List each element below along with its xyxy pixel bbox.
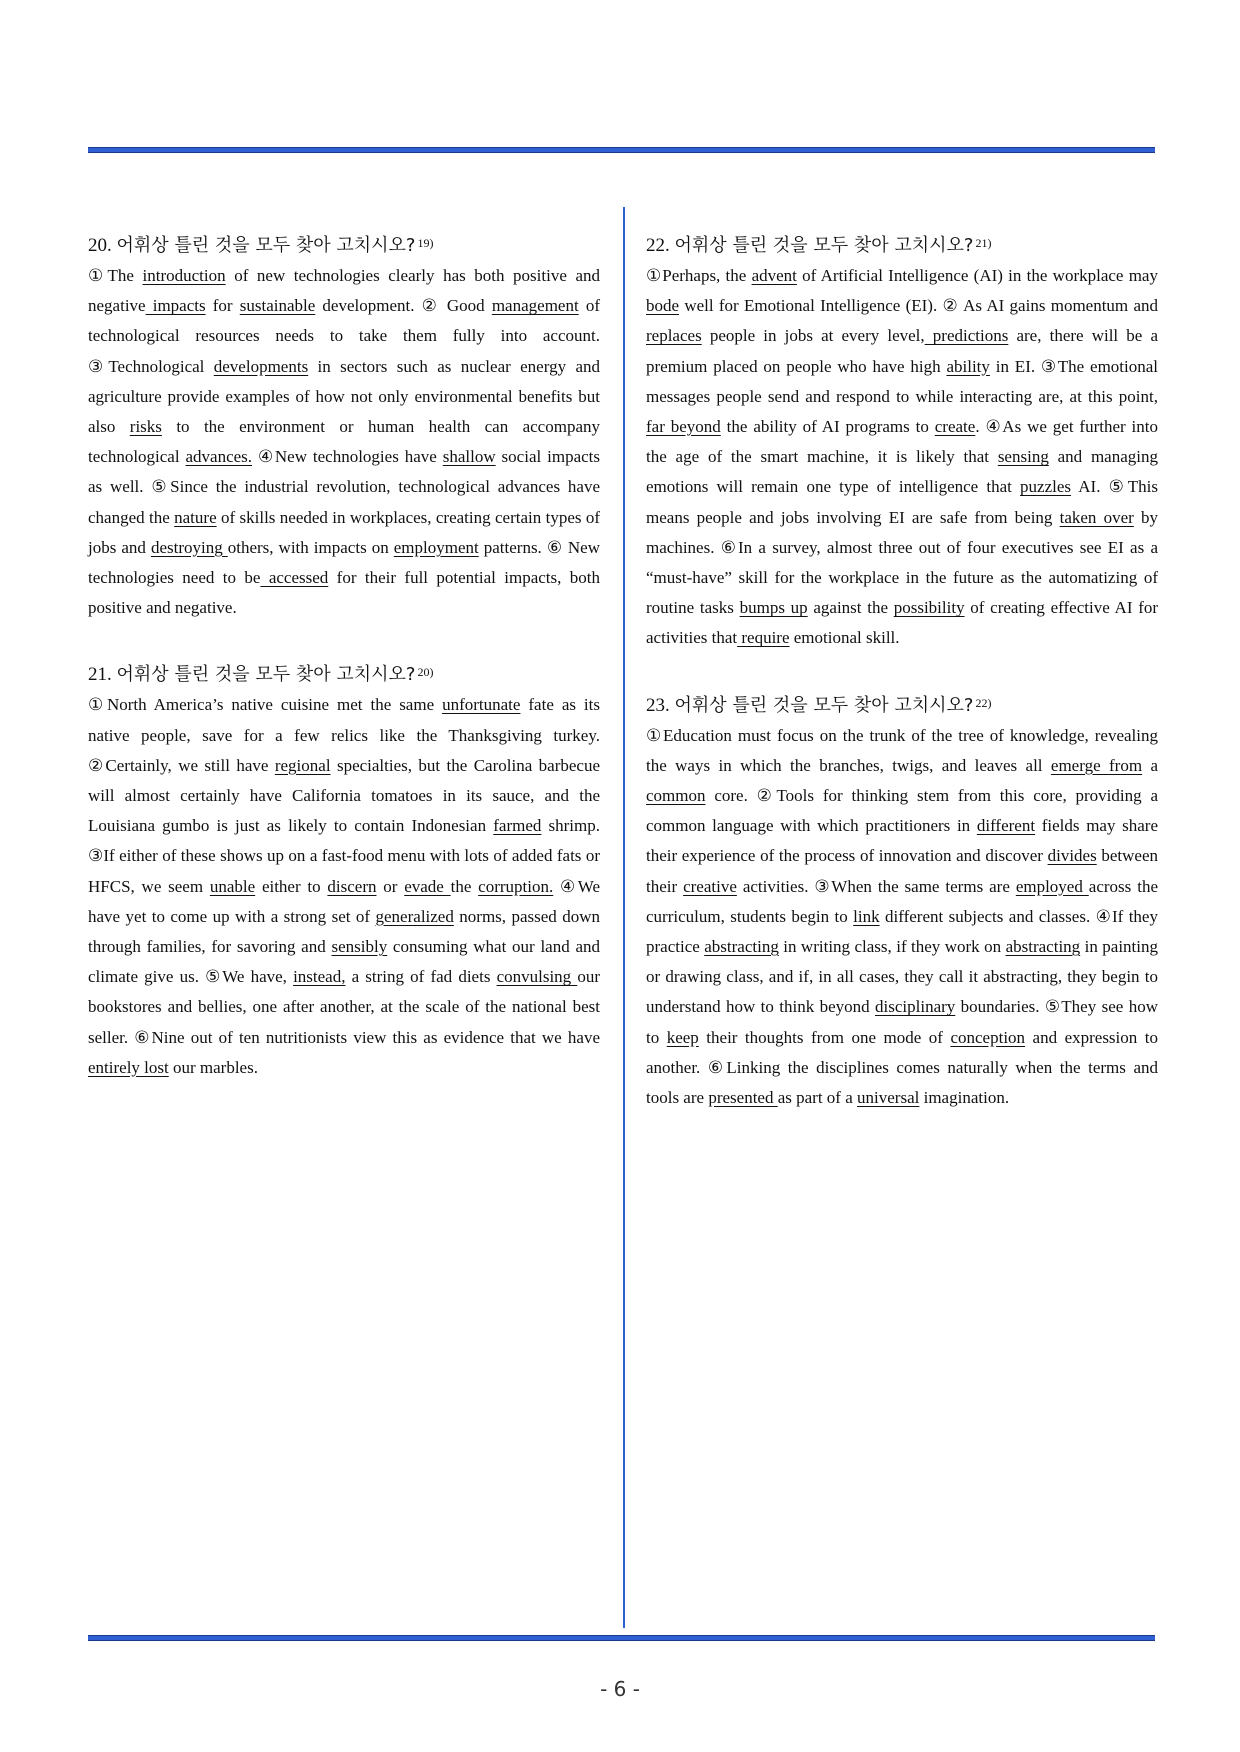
footnote-ref: 19) (417, 236, 434, 250)
column-divider (623, 207, 625, 1628)
underlined-term: disciplinary (875, 997, 956, 1017)
underlined-term: advances. (185, 447, 253, 467)
passage-text: core. ②Tools for thinking stem from this core, providing a common language with which practitioners in (646, 786, 1158, 836)
passage-text: ①Education must focus on the trunk of the tree of knowledge, revealing the ways in which the branches, twigs, and leaves all (646, 725, 1158, 775)
underlined-term: common (646, 786, 706, 806)
passage-text: norms, passed down through families, for savoring and (88, 906, 600, 957)
passage-text: of creating effective AI for activities that (646, 598, 1159, 648)
underlined-term: discern (327, 876, 377, 896)
question-number: 20. (88, 235, 112, 256)
underlined-term: entirely lost (88, 1057, 169, 1077)
question-passage (646, 721, 1158, 1114)
passage-text: ①Perhaps, the (646, 266, 752, 285)
underlined-term: bumps up (739, 598, 808, 618)
passage-text: patterns. ⑥ New technologies need to be (88, 537, 600, 588)
passage-text: a (1142, 755, 1158, 775)
question-23 (646, 690, 1158, 1114)
underlined-term: impacts (145, 296, 206, 316)
passage-text: their thoughts from one mode of (698, 1027, 951, 1047)
underlined-term: introduction (142, 266, 226, 285)
underlined-term: predictions (924, 326, 1009, 346)
passage-text: emotional skill. (789, 628, 900, 648)
passage-text: and expression to another. ⑥Linking the disciplines comes naturally when the terms and tools are (646, 1027, 1158, 1108)
underlined-term: sensing (997, 447, 1049, 467)
footnote-ref: 20) (417, 665, 434, 680)
passage-text: ④We have yet to come up with a strong set of (88, 876, 600, 926)
underlined-term: bode (646, 296, 680, 316)
passage-text: in EI. ③The emotional messages people send and respond to while interacting are, at this point, (646, 356, 1159, 406)
underlined-term: different (976, 816, 1036, 836)
underlined-term: universal (857, 1088, 920, 1108)
underlined-term: nature (174, 507, 217, 527)
underlined-term: management (491, 296, 579, 316)
underlined-term: convulsing (496, 967, 578, 987)
underlined-term: instead, (293, 967, 346, 987)
passage-text: specialties, but the Carolina barbecue will almost certainly have California tomatoes in its sauce, and the Louisiana gumbo is just as likely to contain Indonesian (88, 755, 600, 836)
left-column (88, 230, 600, 1107)
passage-text: development. ② Good (315, 296, 492, 316)
passage-text: in writing class, if they work on (778, 937, 1006, 957)
passage-text: different subjects and classes. ④If they practice (646, 906, 1158, 957)
question-number: 22. (646, 235, 670, 256)
passage-text: fate as its native people, save for a few relics like the Thanksgiving turkey. ②Certainly, we still have (88, 695, 600, 775)
passage-text: shrimp. ③If either of these shows up on a fast-food menu with lots of added fats or HFCS, we seem (88, 816, 600, 896)
footnote-ref: 21) (975, 236, 992, 250)
passage-text: between their (646, 846, 1158, 896)
question-prompt: 어휘상 틀린 것을 모두 찾아 고치시오? (116, 664, 416, 686)
question-number: 23. (646, 694, 670, 716)
underlined-term: developments (213, 356, 309, 376)
underlined-term: generalized (375, 906, 454, 926)
question-heading (88, 659, 600, 688)
passage-text: of technological resources needs to take them fully into account. ③Technological (88, 296, 600, 376)
underlined-term: require (737, 628, 790, 648)
underlined-term: corruption. (478, 876, 554, 896)
passage-text: AI. ⑤This means people and jobs involving EI are safe from being (646, 477, 1158, 527)
underlined-term: abstracting (704, 937, 779, 957)
underlined-term: taken over (1059, 507, 1134, 527)
question-passage (88, 690, 600, 1083)
question-heading (88, 230, 600, 259)
passage-text: imagination. (919, 1088, 1010, 1108)
question-prompt: 어휘상 틀린 것을 모두 찾아 고치시오? (674, 694, 974, 716)
underlined-term: unfortunate (442, 695, 521, 715)
passage-text: to the environment or human health can accompany technological (88, 417, 600, 467)
underlined-term: unable (209, 876, 256, 896)
underlined-term: divides (1047, 846, 1097, 866)
question-heading (646, 690, 1158, 719)
question-prompt: 어휘상 틀린 것을 모두 찾아 고치시오? (674, 235, 974, 256)
passage-text: or (376, 876, 405, 896)
question-20 (88, 230, 600, 623)
passage-text: against the (807, 598, 894, 618)
page-number: - 6 - (600, 1677, 640, 1701)
passage-text: . ④As we get further into the age of the smart machine, it is likely that (646, 417, 1158, 467)
passage-text: of new technologies clearly has both positive and negative (88, 266, 600, 316)
underlined-term: sensibly (331, 937, 388, 957)
passage-text: our bookstores and bellies, one after another, at the scale of the national best seller. ⑥Nine out of ten nutritionists view this as evidence that we have (88, 967, 600, 1047)
underlined-term: regional (274, 755, 331, 775)
underlined-term: shallow (442, 447, 496, 467)
underlined-term: far beyond (646, 417, 721, 437)
passage-text: in sectors such as nuclear energy and agriculture provide examples of how not only environmental benefits but also (88, 356, 600, 437)
passage-text: a string of fad diets (345, 967, 497, 987)
passage-text: by machines. ⑥In a survey, almost three out of four executives see EI as a “must-have” skill for the workplace in the future as the automatizing of routine tasks (646, 507, 1158, 618)
passage-text: and managing emotions will remain one type of intelligence that (646, 447, 1158, 497)
passage-text: well for Emotional Intelligence (EI). ② As AI gains momentum and (679, 296, 1158, 316)
underlined-term: risks (129, 417, 162, 437)
passage-text: ④New technologies have (252, 447, 443, 467)
passage-text: ①North America’s native cuisine met the same (88, 695, 443, 715)
passage-text: ①The (88, 266, 143, 285)
question-prompt: 어휘상 틀린 것을 모두 찾아 고치시오? (116, 235, 416, 256)
underlined-term: link (853, 906, 880, 926)
underlined-term: abstracting (1005, 937, 1081, 957)
passage-text: of skills needed in workplaces, creating certain types of jobs and (88, 507, 601, 557)
bottom-rule (88, 1635, 1155, 1641)
underlined-term: employment (393, 537, 479, 557)
passage-text: the ability of AI programs to (720, 417, 935, 437)
underlined-term: accessed (260, 568, 329, 588)
passage-text: others, with impacts on (227, 537, 394, 557)
passage-text: boundaries. ⑤They see how to (646, 997, 1158, 1047)
passage-text: people in jobs at every level, (701, 326, 925, 346)
underlined-term: advent (751, 266, 797, 285)
passage-text: as part of a (777, 1088, 858, 1108)
underlined-term: puzzles (1020, 477, 1072, 497)
question-passage (646, 261, 1158, 654)
underlined-term: presented (708, 1088, 778, 1108)
underlined-term: possibility (893, 598, 965, 618)
question-heading (646, 230, 1158, 259)
question-number: 21. (88, 664, 112, 686)
question-21 (88, 659, 600, 1083)
underlined-term: destroying (150, 537, 228, 557)
passage-text: the (450, 876, 479, 896)
passage-text: either to (255, 876, 328, 896)
passage-text: of Artificial Intelligence (AI) in the workplace may (796, 266, 1158, 285)
question-22 (646, 230, 1158, 654)
passage-text: social impacts as well. ⑤Since the industrial revolution, technological advances have changed the (88, 447, 601, 527)
right-column (646, 230, 1158, 1137)
underlined-term: creative (683, 876, 737, 896)
footnote-ref: 22) (975, 695, 992, 710)
top-rule (88, 147, 1155, 153)
passage-text: consuming what our land and climate give us. ⑤We have, (88, 937, 600, 987)
underlined-term: create (934, 417, 976, 437)
passage-text: are, there will be a premium placed on people who have high (646, 326, 1158, 376)
passage-text: for (205, 296, 240, 316)
passage-text: activities. ③When the same terms are (736, 876, 1016, 896)
passage-text: fields may share their experience of the process of innovation and discover (646, 816, 1159, 866)
underlined-term: keep (666, 1027, 699, 1047)
underlined-term: replaces (646, 326, 702, 346)
underlined-term: sustainable (239, 296, 316, 316)
underlined-term: farmed (493, 816, 542, 836)
underlined-term: conception (950, 1027, 1026, 1047)
passage-text: our marbles. (168, 1057, 258, 1077)
underlined-term: evade (404, 876, 451, 896)
underlined-term: employed (1015, 876, 1089, 896)
passage-text: for their full potential impacts, both positive and negative. (88, 568, 600, 618)
underlined-term: ability (946, 356, 990, 376)
passage-text: across the curriculum, students begin to (646, 876, 1158, 926)
question-passage (88, 261, 600, 623)
passage-text: in painting or drawing class, and if, in all cases, they call it abstracting, they begin to understand how to think beyond (646, 937, 1158, 1017)
underlined-term: emerge from (1050, 755, 1143, 775)
